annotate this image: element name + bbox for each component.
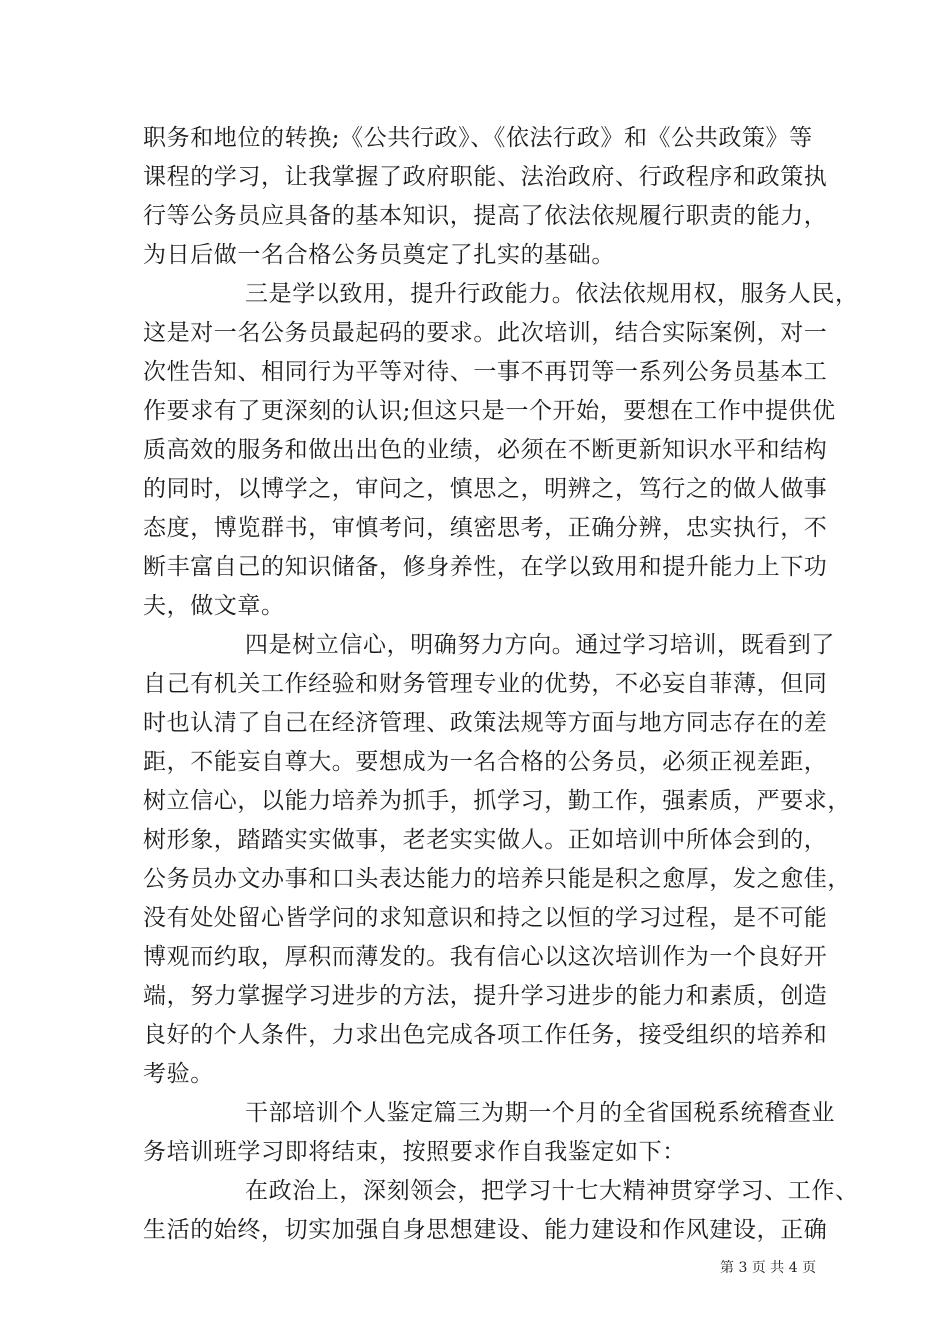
text-line: 端，努力掌握学习进步的方法，提升学习进步的能力和素质，创造	[143, 983, 828, 1009]
page-number-footer: 第 3 页 共 4 页	[720, 1260, 817, 1276]
text-line: 生活的始终，切实加强自身思想建设、能力建设和作风建设，正确	[143, 1217, 828, 1243]
text-line: 夫，做文章。	[143, 593, 285, 619]
text-line: 树形象，踏踏实实做事，老老实实做人。正如培训中所体会到的，	[143, 827, 828, 853]
paragraph-start-line: 在政治上，深刻领会，把学习十七大精神贯穿学习、工作、	[245, 1178, 859, 1204]
text-line: 没有处处留心皆学问的求知意识和持之以恒的学习过程，是不可能	[143, 905, 828, 931]
text-line: 考验。	[143, 1061, 214, 1087]
text-line: 良好的个人条件，力求出色完成各项工作任务，接受组织的培养和	[143, 1022, 828, 1048]
text-line: 次性告知、相同行为平等对待、一事不再罚等一系列公务员基本工	[143, 359, 828, 385]
text-line: 时也认清了自己在经济管理、政策法规等方面与地方同志存在的差	[143, 710, 828, 736]
text-line: 质高效的服务和做出出色的业绩，必须在不断更新知识水平和结构	[143, 437, 828, 463]
paragraph-start-line: 四是树立信心，明确努力方向。通过学习培训，既看到了	[245, 632, 835, 658]
text-line: 作要求有了更深刻的认识;但这只是一个开始，要想在工作中提供优	[143, 398, 836, 424]
paragraph-start-line: 三是学以致用，提升行政能力。依法依规用权，服务人民，	[245, 281, 859, 307]
text-line: 距，不能妄自尊大。要想成为一名合格的公务员，必须正视差距，	[143, 749, 828, 775]
paragraph-start-line: 干部培训个人鉴定篇三为期一个月的全省国税系统稽查业	[245, 1100, 835, 1126]
text-line: 课程的学习，让我掌握了政府职能、法治政府、行政程序和政策执	[143, 164, 828, 190]
text-line: 这是对一名公务员最起码的要求。此次培训，结合实际案例，对一	[143, 320, 828, 346]
text-line: 态度，博览群书，审慎考问，缜密思考，正确分辨，忠实执行，不	[143, 515, 828, 541]
text-line: 公务员办文办事和口头表达能力的培养只能是积之愈厚，发之愈佳，	[143, 866, 851, 892]
text-line: 职务和地位的转换;《公共行政》、《依法行政》和《公共政策》等	[143, 125, 813, 151]
text-line: 的同时，以博学之，审问之，慎思之，明辨之，笃行之的做人做事	[143, 476, 828, 502]
text-line: 自己有机关工作经验和财务管理专业的优势，不必妄自菲薄，但同	[143, 671, 828, 697]
text-line: 断丰富自己的知识储备，修身养性，在学以致用和提升能力上下功	[143, 554, 828, 580]
text-line: 博观而约取，厚积而薄发的。我有信心以这次培训作为一个良好开	[143, 944, 828, 970]
text-line: 树立信心，以能力培养为抓手，抓学习，勤工作，强素质，严要求，	[143, 788, 851, 814]
text-line: 行等公务员应具备的基本知识，提高了依法依规履行职责的能力，	[143, 203, 828, 229]
text-line: 为日后做一名合格公务员奠定了扎实的基础。	[143, 242, 615, 268]
text-line: 务培训班学习即将结束，按照要求作自我鉴定如下：	[143, 1139, 686, 1165]
